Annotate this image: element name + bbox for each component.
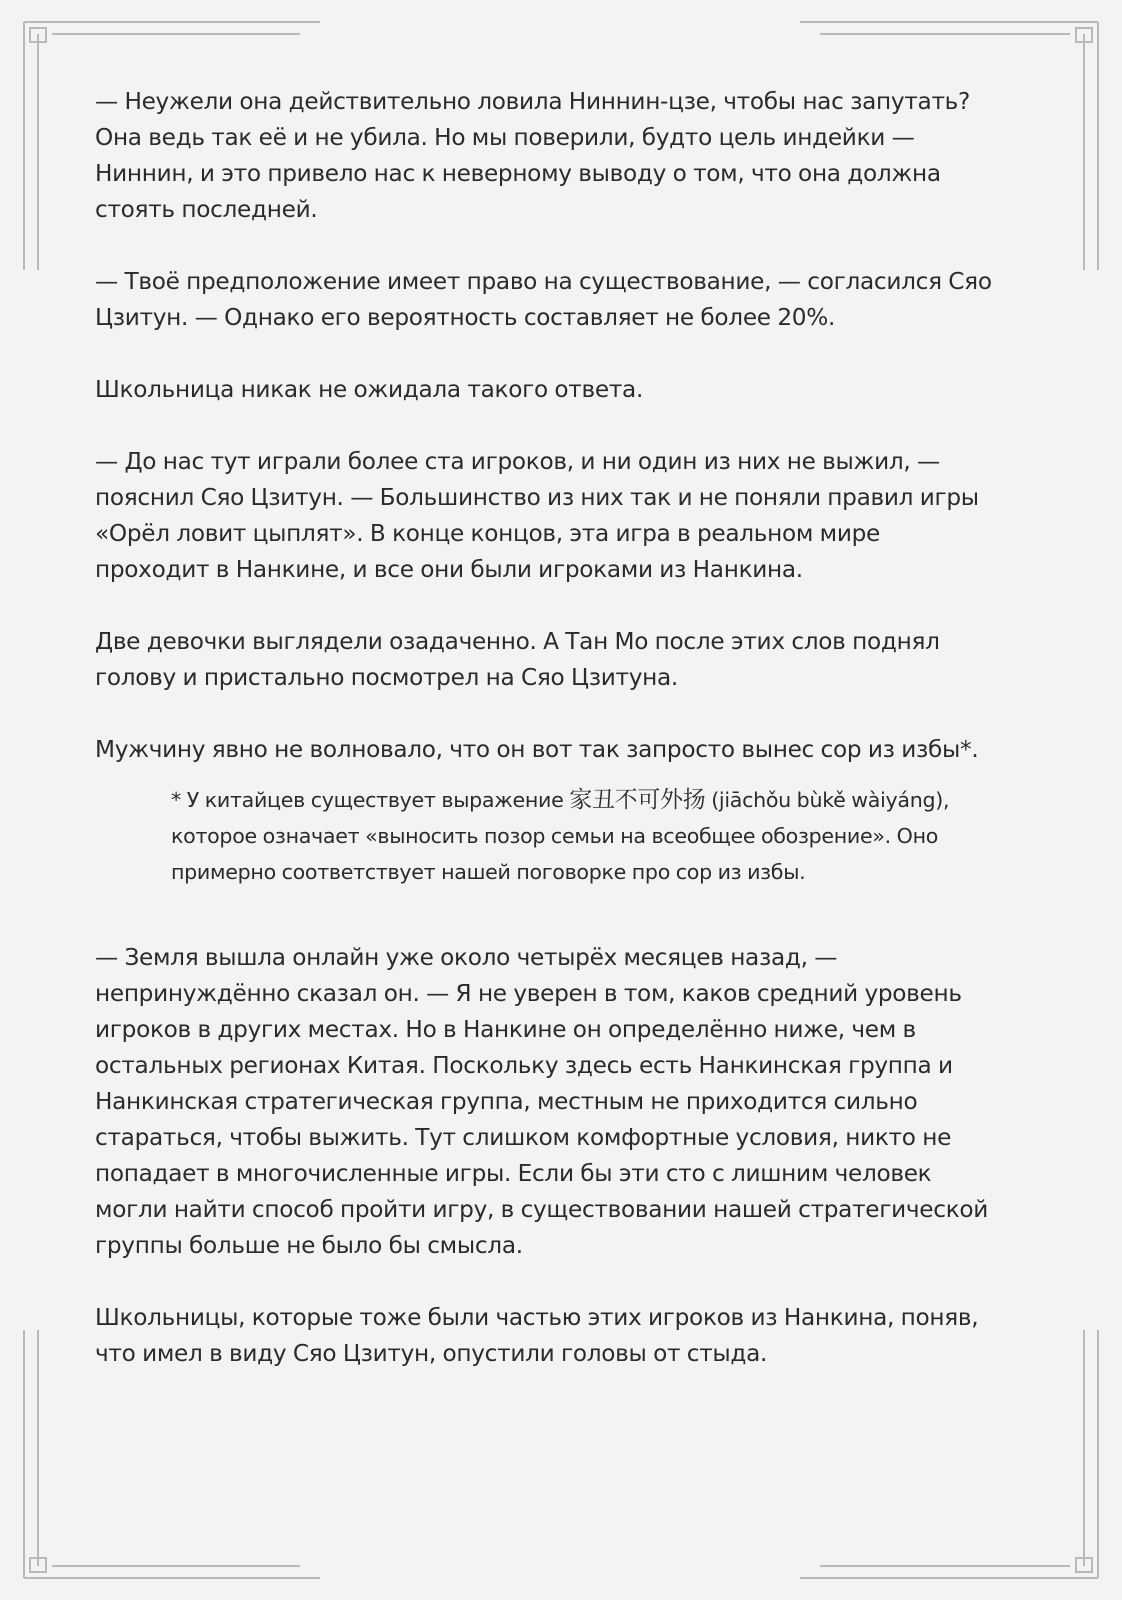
- footnote: * У китайцев существует выражение 家丑不可外扬 (jiāchǒu bùkě wàiyáng), которое означает «выносить позор семьи на всеобщее обозрение». Оно примерно соответствует нашей поговорке про сор из избы.: [171, 782, 1031, 890]
- paragraph-1: — Неужели она действительно ловила Ниннин-цзе, чтобы нас запутать? Она ведь так её и не убила. Но мы поверили, будто цель индейки — Ниннин, и это привело нас к неверному выводу о том, что она должна стоять последней.: [95, 88, 971, 223]
- body-text: [95, 84, 1040, 1372]
- paragraph-3: Школьница никак не ожидала такого ответа.: [95, 376, 644, 403]
- paragraph-2: — Твоё предположение имеет право на существование, — согласился Сяо Цзитун. — Однако его вероятность составляет не более 20%.: [95, 268, 992, 331]
- footnote-first-line: * У китайцев существует выражение 家丑不可外扬 (jiāchǒu bùkě wàiyáng),: [171, 787, 950, 813]
- paragraph-8: Школьницы, которые тоже были частью этих игроков из Нанкина, поняв, что имел в виду Сяо Цзитун, опустили головы от стыда.: [95, 1304, 979, 1367]
- chinese-phrase: 家丑不可外扬: [569, 787, 706, 813]
- paragraph-7: — Земля вышла онлайн уже около четырёх месяцев назад, — непринуждённо сказал он. — Я не уверен в том, каков средний уровень игроков в других местах. Но в Нанкине он определённо ниже, чем в остальных регионах Китая. Поскольку здесь есть Нанкинская группа и Нанкинская стратегическая группа, местным не приходится сильно стараться, чтобы выжить. Тут слишком комфортные условия, никто не попадает в многочисленные игры. Если бы эти сто с лишним человек могли найти способ пройти игру, в существовании нашей стратегической группы больше не было бы смысла.: [95, 944, 989, 1259]
- paragraph-4: — До нас тут играли более ста игроков, и ни один из них не выжил, — пояснил Сяо Цзитун. — Большинство из них так и не поняли правил игры «Орёл ловит цыплят». В конце концов, эта игра в реальном мире проходит в Нанкине, и все они были игроками из Нанкина.: [95, 448, 979, 583]
- paragraph-6: Мужчину явно не волновало, что он вот так запросто вынес сор из избы*.: [95, 736, 979, 763]
- paragraph-5: Две девочки выглядели озадаченно. А Тан Мо после этих слов поднял голову и пристально посмотрел на Сяо Цзитуна.: [95, 628, 940, 691]
